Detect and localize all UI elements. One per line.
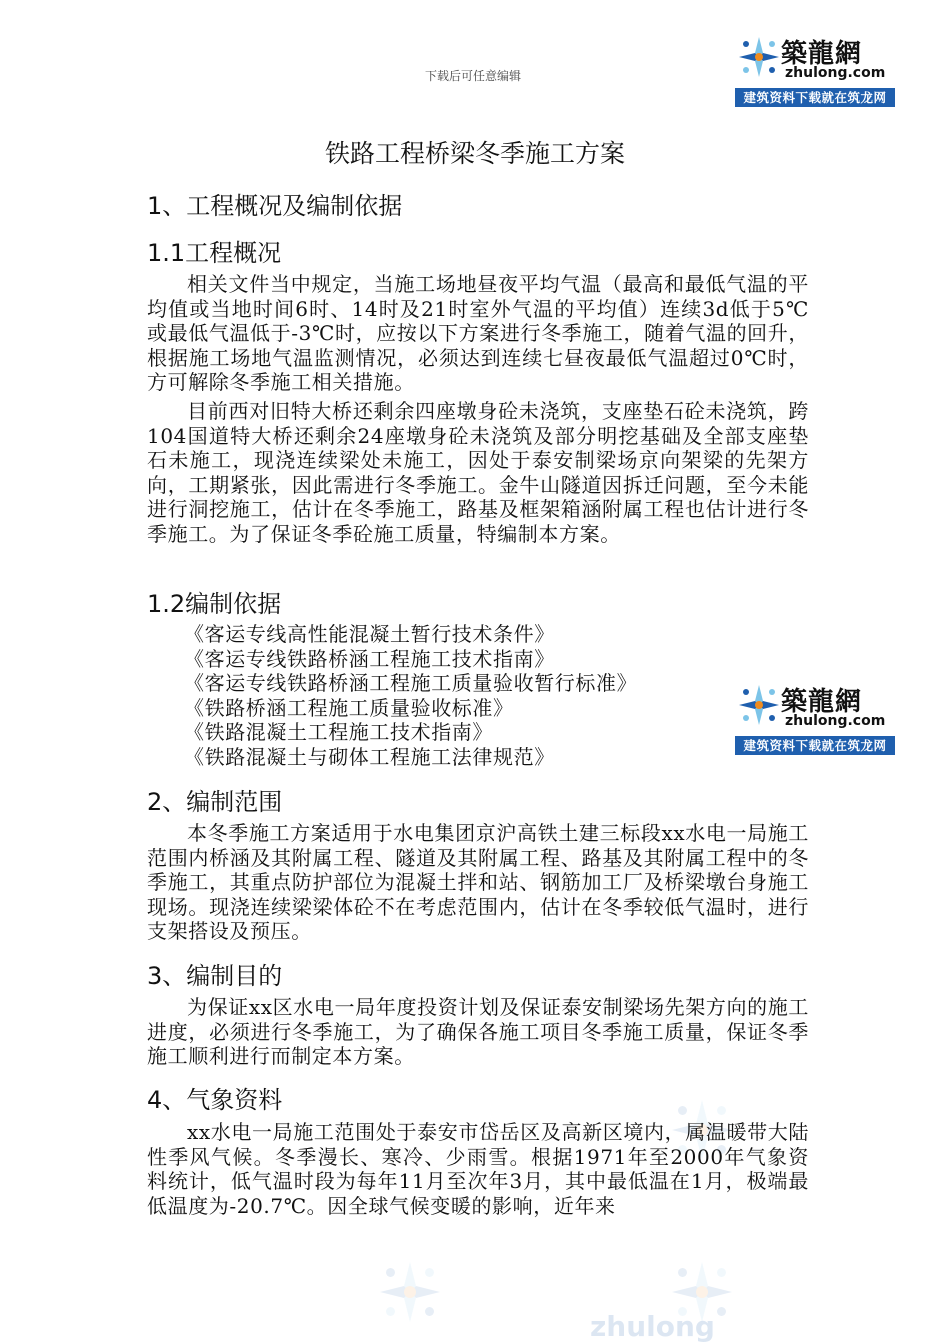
reference-item: 《铁路桥涵工程施工质量验收标准》 xyxy=(184,695,514,720)
header-note: 下载后可任意编辑 xyxy=(425,69,522,83)
watermark-emblem-icon xyxy=(380,1262,440,1322)
zhulong-logo xyxy=(735,679,895,757)
logo-slogan: 建筑资料下载就在筑龙网 xyxy=(735,88,895,107)
logo-en: zhulong.com xyxy=(785,713,886,729)
zhulong-emblem-icon xyxy=(739,37,779,77)
zhulong-logo xyxy=(735,31,895,109)
paragraph-1-1-a: 相关文件当中规定，当施工场地昼夜平均气温（最高和最低气温的平均值或当地时间6时、14时及21时室外气温的平均值）连续3d低于5℃或最低气温低于-3℃时，应按以下方案进行冬季施工，随着气温的回升，根据施工场地气温监测情况，必须达到连续七昼夜最低气温超过0℃时，方可解除冬季施工相关措施。 xyxy=(147,272,809,394)
logo-cn: 築龍網 xyxy=(781,687,863,717)
reference-item: 《客运专线铁路桥涵工程施工技术指南》 xyxy=(184,646,555,671)
paragraph-4: xx水电一局施工范围处于泰安市岱岳区及高新区境内，属温暖带大陆性季风气候。冬季漫长、寒冷、少雨雪。根据1971年至2000年气象资料统计，低气温时段为每年11月至次年3月，其中最低温在1月，极端最低温度为-20.7℃。因全球气候变暖的影响，近年来 xyxy=(147,1120,809,1218)
watermark-text: zhulong xyxy=(590,1310,715,1343)
section-heading-2: 2、编制范围 xyxy=(147,788,283,816)
reference-list xyxy=(184,622,637,769)
reference-item: 《客运专线高性能混凝土暂行技术条件》 xyxy=(184,622,555,646)
document-title: 铁路工程桥梁冬季施工方案 xyxy=(324,139,625,168)
reference-item: 《铁路混凝土工程施工技术指南》 xyxy=(184,720,493,744)
paragraph-3: 为保证xx区水电一局年度投资计划及保证泰安制梁场先架方向的施工进度，必须进行冬季施工，为了确保各施工项目冬季施工质量，保证冬季施工顺利进行而制定本方案。 xyxy=(147,995,809,1068)
paragraph-2: 本冬季施工方案适用于水电集团京沪高铁土建三标段xx水电一局施工范围内桥涵及其附属工程、隧道及其附属工程、路基及其附属工程中的冬季施工，其重点防护部位为混凝土拌和站、钢筋加工厂及桥梁墩台身施工现场。现浇连续梁梁体砼不在考虑范围内，估计在冬季较低气温时，进行支架搭设及预压。 xyxy=(147,821,809,943)
section-heading-3: 3、编制目的 xyxy=(147,962,283,990)
section-heading-1-1: 1.1工程概况 xyxy=(147,239,282,267)
zhulong-emblem-icon xyxy=(739,685,779,725)
section-heading-4: 4、气象资料 xyxy=(147,1086,283,1114)
reference-item: 《铁路混凝土与砌体工程施工法律规范》 xyxy=(184,744,555,769)
section-heading-1-2: 1.2编制依据 xyxy=(147,590,282,618)
section-heading-1: 1、工程概况及编制依据 xyxy=(147,192,403,220)
logo-slogan: 建筑资料下载就在筑龙网 xyxy=(735,736,895,755)
logo-cn: 築龍網 xyxy=(781,39,863,69)
paragraph-1-1-b: 目前西对旧特大桥还剩余四座墩身砼未浇筑，支座垫石砼未浇筑，跨104国道特大桥还剩余24座墩身砼未浇筑及部分明挖基础及全部支座垫石未施工，现浇连续梁处未施工，因处于泰安制梁场京向架梁的先架方向，工期紧张，因此需进行冬季施工。金牛山隧道因拆迁问题，至今未能进行洞挖施工，估计在冬季施工，路基及框架箱涵附属工程也估计进行冬季施工。为了保证冬季砼施工质量，特编制本方案。 xyxy=(147,399,809,546)
logo-en: zhulong.com xyxy=(785,65,886,81)
reference-item: 《客运专线铁路桥涵工程施工质量验收暂行标准》 xyxy=(184,671,638,695)
